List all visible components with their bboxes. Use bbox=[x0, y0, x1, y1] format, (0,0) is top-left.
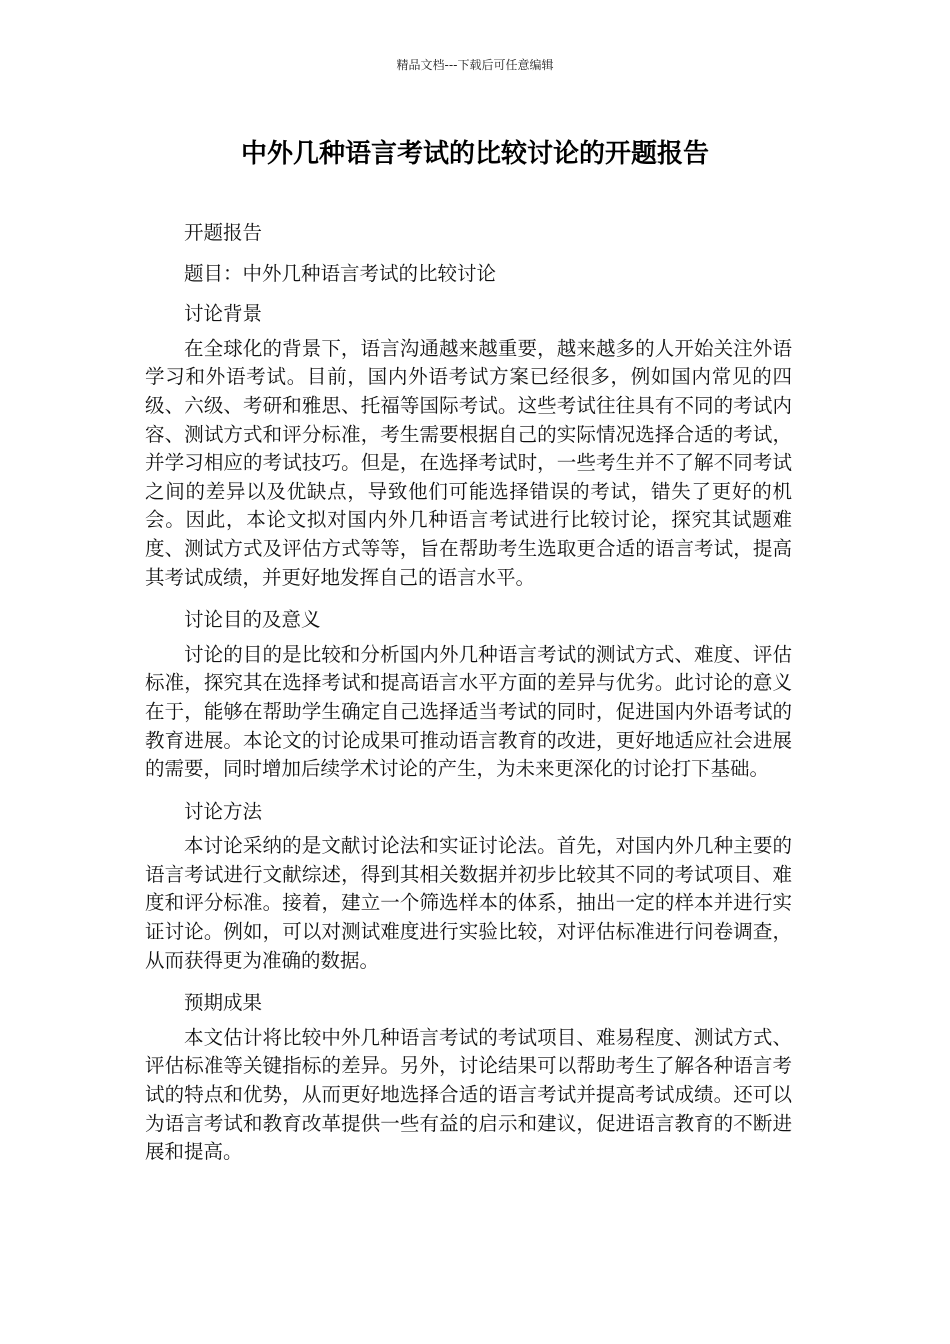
section-body-background: 在全球化的背景下，语言沟通越来越重要，越来越多的人开始关注外语学习和外语考试。目前，国内外语考试方案已经很多，例如国内常见的四级、六级、考研和雅思、托福等国际考试。这些考试往往具有不同的考试内容、测试方式和评分标准，考生需要根据自己的实际情况选择合适的考试，并学习相应的考试技巧。但是，在选择考试时，一些考生并不了解不同考试之间的差异以及优缺点，导致他们可能选择错误的考试，错失了更好的机会。因此，本论文拟对国内外几种语言考试进行比较讨论，探究其试题难度、测试方式及评估方式等等，旨在帮助考生选取更合适的语言考试，提高其考试成绩，并更好地发挥自己的语言水平。 bbox=[145, 336, 792, 589]
section-heading-method: 讨论方法 bbox=[184, 799, 263, 823]
section-body-method: 本讨论采纳的是文献讨论法和实证讨论法。首先，对国内外几种主要的语言考试进行文献综述，得到其相关数据并初步比较其不同的考试项目、难度和评分标准。接着，建立一个筛选样本的体系，抽出一定的样本并进行实证讨论。例如，可以对测试难度进行实验比较，对评估标准进行问卷调查，从而获得更为准确的数据。 bbox=[145, 834, 792, 972]
report-label: 开题报告 bbox=[184, 221, 263, 244]
section-heading-purpose: 讨论目的及意义 bbox=[184, 608, 321, 632]
document-body bbox=[145, 213, 792, 1175]
document-title: 中外几种语言考试的比较讨论的开题报告 bbox=[240, 139, 709, 169]
topic-line: 题目：中外几种语言考试的比较讨论 bbox=[184, 261, 497, 285]
section-heading-results: 预期成果 bbox=[184, 991, 263, 1015]
section-body-results: 本文估计将比较中外几种语言考试的考试项目、难易程度、测试方式、评估标准等关键指标的差异。另外，讨论结果可以帮助考生了解各种语言考试的特点和优势，从而更好地选择合适的语言考试并提高考试成绩。还可以为语言考试和教育改革提供一些有益的启示和建议，促进语言教育的不断进展和提高。 bbox=[145, 1025, 792, 1164]
page-header: 精品文档---下载后可任意编辑 bbox=[396, 58, 554, 72]
section-heading-background: 讨论背景 bbox=[184, 302, 263, 326]
section-body-purpose: 讨论的目的是比较和分析国内外几种语言考试的测试方式、难度、评估标准，探究其在选择考试和提高语言水平方面的差异与优劣。此讨论的意义在于，能够在帮助学生确定自己选择适当考试的同时，促进国内外语考试的教育进展。本论文的讨论成果可推动语言教育的改进，更好地适应社会进展的需要，同时增加后续学术讨论的产生，为未来更深化的讨论打下基础。 bbox=[145, 642, 792, 781]
